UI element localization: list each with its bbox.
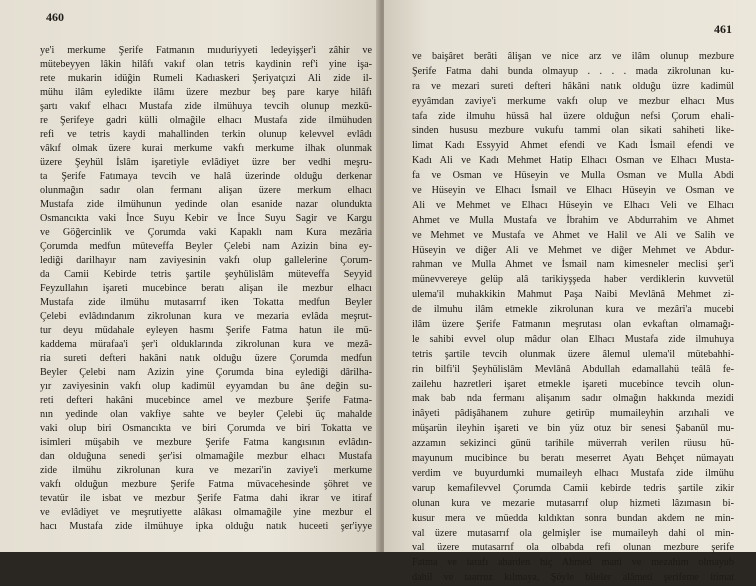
text-line: limat Kadı Essyyid Ahmet efendi ve Kadı İsmail efendi ve (412, 140, 734, 152)
text-line: Hüseyin ve diğer Ali ve Mehmet ve diğer Mehmet ve Abdur- (412, 244, 734, 256)
text-line: nın yedinde olan vakfiye sahte ve beyler Çelebi üç mahalde (40, 409, 372, 420)
text-line: ilâm üzere Şerife Fatmanın meşrutası olan evkaftan olmamağı- (412, 319, 734, 331)
text-line: eyyâmdan zaviye'i merkume vakfı olup ve mezbur elhacı Mus (412, 95, 734, 107)
text-line: mühu ilâm eyledikte ilâmı üzere mezbur beş pare karye hilâfı (40, 87, 372, 98)
text-line: tetris şartile tevcih olunmak üzere âlemul ulema'il mütebahhi- (412, 348, 734, 360)
text-line: de ilmuhu ilâm etmekle zikrolunan kura ve mezâri'a mucebi (412, 304, 734, 316)
page-number: 461 (714, 22, 732, 36)
text-line: varup kemafilevvel Çorumda Camii kebirde tedris şartile zikir (412, 482, 734, 494)
text-line: ve Hüseyin ve Elhacı İsmail ve Elhacı Hüseyin ve Osman ve (412, 185, 734, 197)
text-line: vaki olup biri Osmancıkta ve biri Çorumda ve biri Tokatta ve (40, 423, 372, 434)
text-line: Mustafa zide ilmühunun yedinde olan esanide nazar olundukta (40, 199, 372, 210)
text-line: üzere Şeyhül İslâm işaretiyle evlâdiyet üzre ber vedhi meşru- (40, 157, 372, 168)
text-line: ve Mehmet ve Mustafa ve Ahmet ve Halil ve Ali ve Salih ve (412, 229, 734, 241)
left-page (0, 0, 380, 552)
text-line: val üzere mutasarrıf ola gelmişler ise mumaileyh dahi ol min- (412, 527, 734, 539)
text-line: Ali ve Mehmet ve Elhacı Hüseyin ve Elhacı Veli ve Elhacı (412, 199, 734, 211)
text-line: Mustafa zide ilmühu mutasarrıf iken Tokatta medfun Beyler (40, 297, 372, 308)
page-number: 460 (46, 10, 64, 24)
text-line: le sahibi evvel olup mâdur olan Elhacı Mustafa zide ilmuhuya (412, 333, 734, 345)
text-line: ve evlâdiyet ve meşrutiyette alâkası olmamağile yine mezbur el (40, 507, 372, 518)
text-line: dahil ve taarruz kılmaya, Şöyle bileler alâmeti şerifeme itimat (412, 572, 734, 584)
text-line: sinden hususu mezbure vukufu tammi olan sikati sahiheti like- (412, 125, 734, 137)
text-line: isimleri müşabih ve mezbure Şerife Fatma kangısının evlâdın- (40, 437, 372, 448)
text-line: rete mukarin idüğin Rumeli Kadıaskeri Şeriyatçızi Ali zide il- (40, 73, 372, 84)
text-line: da Camii Kebirde tetris şartile şeyhülislâm müteveffa Seyyid (40, 269, 372, 280)
text-line: lediği darilhayır nam zaviyesinin vakfı olup gallelerine Çorum- (40, 255, 372, 266)
text-line: val üzere mutasarrıf ola olbabda refi olunan mezbure şerife (412, 542, 734, 554)
text-line: olunmağın sadır olan fermanı alişan üzere merkum elhacı (40, 185, 372, 196)
text-line: Ahmet ve Mulla Mustafa ve İbrahim ve Abdurrahim ve Ahmet (412, 214, 734, 226)
text-line: ulema'il muhakkikin Mahmut Paşa Naibi Mevlânâ Mehmet zi- (412, 289, 734, 301)
text-line: Osmancıkta vaki İnce Suyu Kebir ve İnce Suyu Sagir ve Kargu (40, 213, 372, 224)
text-line: Şerife Fatma dahi bunda olmayup . . . . mada zikrolunan ku- (412, 65, 734, 77)
text-line: mak bab nda fermanı alişanım sadır olmağın hakkında mezidi (412, 393, 734, 405)
page-body-text (412, 50, 734, 586)
text-line: ta Şerife Fatımaya tevcih ve halâ üzerinde olduğu derkenar (40, 171, 372, 182)
text-line: müşarün ileyhin işareti ve bin yüz otuz bir senesi Şabanül mu- (412, 423, 734, 435)
text-line: ra ve mezari sureti defteri hâkâni natık olduğu üzre kadimül (412, 80, 734, 92)
text-line: re Şerifeye gadri külli olmağile elhacı Mustafa zide ilmühuden (40, 115, 372, 126)
text-line: Çorumda medfun müteveffa Beyler Çelebi nam Azizin bina ey- (40, 241, 372, 252)
text-line: münevvereye gelüp alâ tarikiyşşeda haber verdiklerin kuvvetül (412, 274, 734, 286)
text-line: hacı Mustafa zide ilmühuye ipka olduğu natık huceeti şer'iyye (40, 521, 372, 532)
text-line: Kadı Ali ve Kadı Mehmet Hatip Elhacı Osman ve Elhacı Musta- (412, 155, 734, 167)
text-line: şartı vakıf elhacı Mustafa zide ilmühuya tevcih olunup mezkü- (40, 101, 372, 112)
text-line: azzamın sekizinci günü tarihile müverrah verilen rüusu hü- (412, 438, 734, 450)
text-line: kusur mera ve müedda kıldıktan sonra bundan akdem ne min- (412, 512, 734, 524)
text-line: ye'i merkume Şerife Fatmanın mııduriyyeti ledeyişşer'i zâhir ve (40, 45, 372, 56)
text-line: tevatür ile isbat ve mezbur Şerife Fatma dahi ikrar ve itiraf (40, 493, 372, 504)
text-line: dan olduğuna senedi şer'isi olmamağile mezbur elhacı Mustafa (40, 451, 372, 462)
text-line: Fatma ve tarafı aharden hiç Ahmed mani ve mezahim olmayub (412, 557, 734, 569)
text-line: verdim ve buyurdumki mumaileyh elhacı Mustafa zide ilmühu (412, 467, 734, 479)
text-line: reti defteri hakâni mucebince amel ve mezbure Şerife Fatma- (40, 395, 372, 406)
text-line: tafa zide ilmuhu hüssâ hal üzere olduğun nefsi Çorum ehali- (412, 110, 734, 122)
text-line: zide ilmühu zikrolunan kura ve mezari'in zaviye'i merkume (40, 465, 372, 476)
text-line: vakfı olduğun mezbure Şerife Fatma müvacehesinde şöhret ve (40, 479, 372, 490)
text-line: rin bilfi'il Şeyhülislâm Mevlânâ Abdullah edamallahü teâlâ fe- (412, 363, 734, 375)
text-line: vâkıf olmak üzere kurai merkume vakfı merkume ilhak olunmak (40, 143, 372, 154)
text-line: mayunum mucibince bu beratı meserret Ayatı Behçet nümayatı (412, 453, 734, 465)
text-line: refi ve tetris kaydi mahallinden terkin olunup kelevvel evlâdı (40, 129, 372, 140)
text-line: zailehu hazretleri işaret etmekle işareti mucebince tevcih olun- (412, 378, 734, 390)
text-line: ve Göğercinlik ve Çorumda vaki Kapaklı nam Kura mezâria (40, 227, 372, 238)
text-line: rahman ve Mulla Ahmet ve İsmail nam kimesneler meclisi şer'i (412, 259, 734, 271)
text-line: yır zaviyesinin vakfı olup kadimül eyyamdan bu âne değin su- (40, 381, 372, 392)
text-line: ria sureti defteri hakâni natık olduğu üzere Çorumda medfun (40, 353, 372, 364)
text-line: ve baişâret berâti âlişan ve nice arz ve ilâm olunup mezbure (412, 51, 734, 62)
text-line: olunan kura ve mezarie mutasarrıf olup hizmeti lâzımasın bi- (412, 497, 734, 509)
text-line: fa ve Osman ve Hüseyin ve Mulla Osman ve Mulla Abdi (412, 170, 734, 182)
page-body-text (40, 44, 372, 534)
text-line: inâyeti pâdişâhanem zuhure getirüp mumaileyhin arzıhali ve (412, 408, 734, 420)
text-line: kaddema mürafaa'i şer'i olduklarında zikrolunan kura ve mezâ- (40, 339, 372, 350)
text-line: Beyler Çelebi nam Azizin yine Çorumda bina eylediği dârilha- (40, 367, 372, 378)
right-page (384, 0, 756, 584)
text-line: mütebeyyen lâkin hilâfı vakıf olan tetris kaydinin ref'i yine işa- (40, 59, 372, 70)
text-line: Feyzullahın işareti mucebince beratı alişan ile mezbur elhacı (40, 283, 372, 294)
text-line: tur deyu müdahale eyleyen hasmı Şerife Fatma hatun ile mü- (40, 325, 372, 336)
text-line: Çelebi evlâdındanım zikrolunan kura ve mezaria evlâda meşrut- (40, 311, 372, 322)
